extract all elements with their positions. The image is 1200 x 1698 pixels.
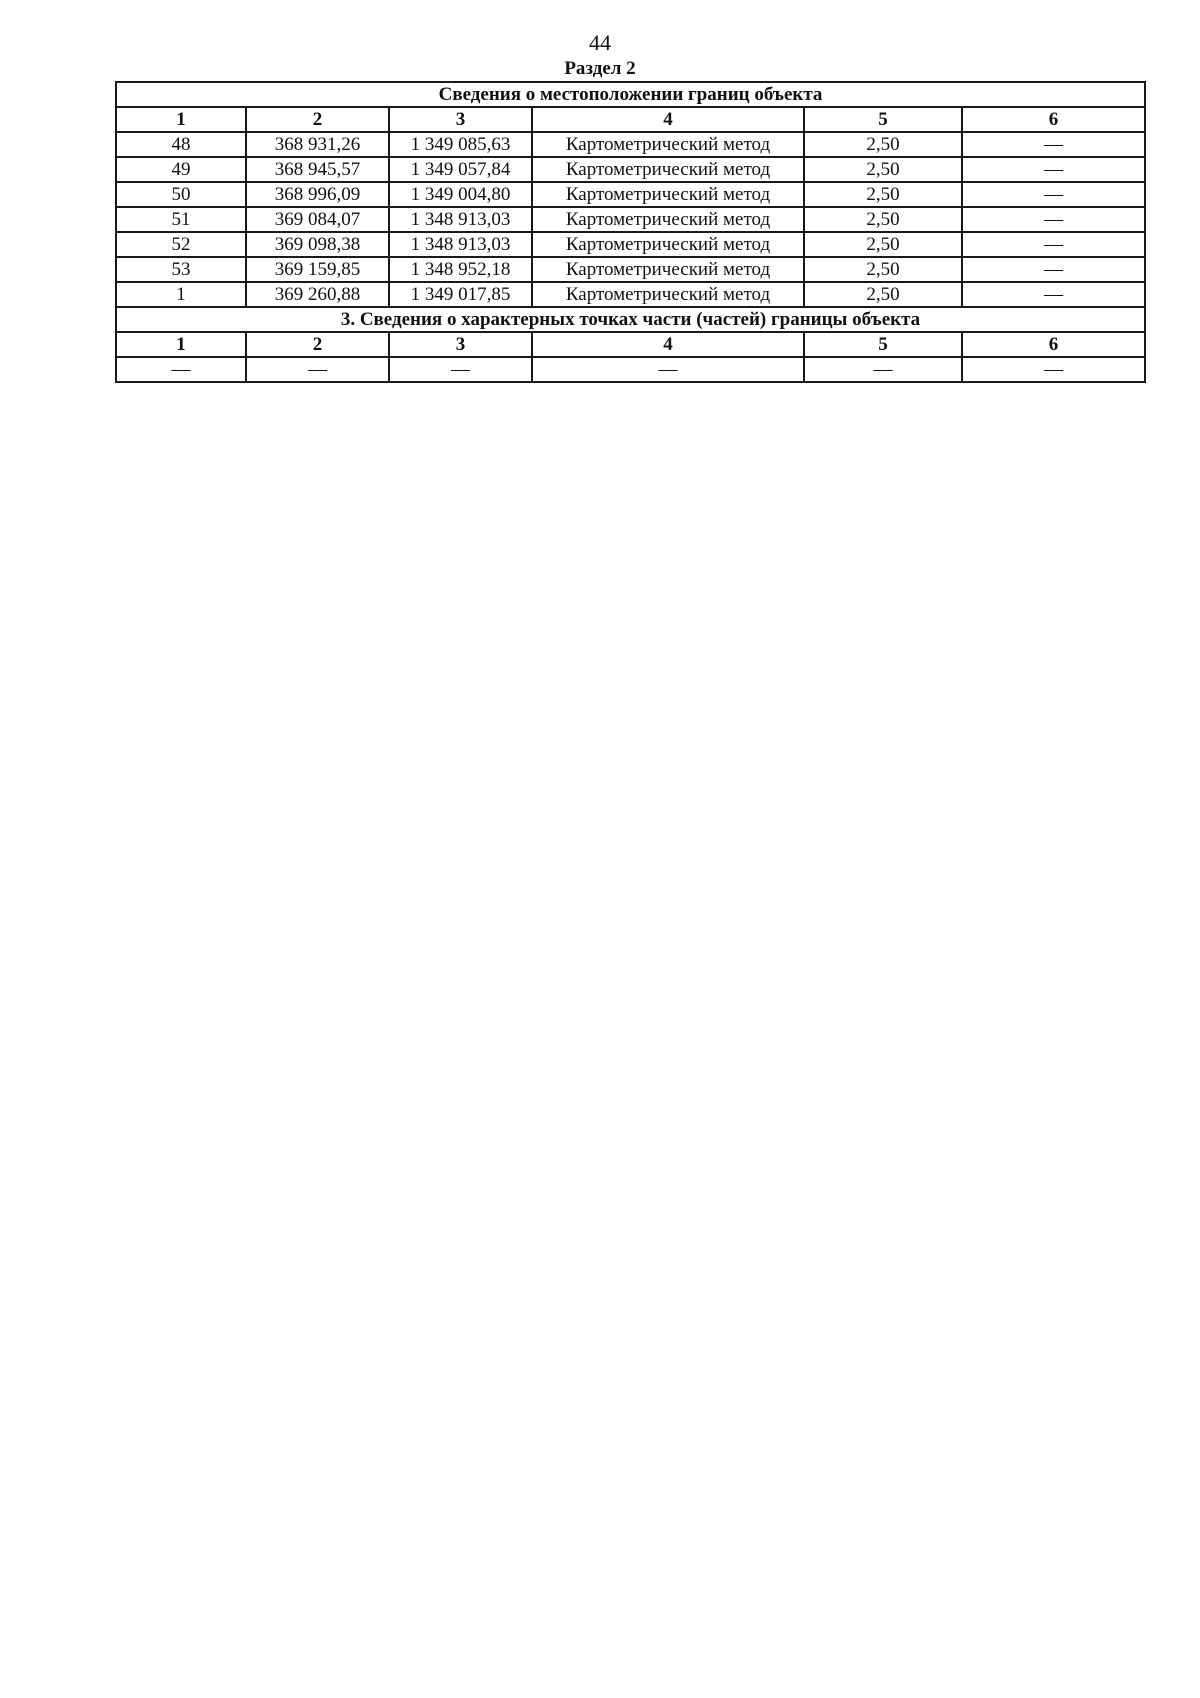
table2-header-col6: 6: [962, 332, 1145, 357]
method-cell: Картометрический метод: [532, 132, 804, 157]
empty-dash-cell: —: [962, 357, 1145, 382]
description-cell: —: [962, 182, 1145, 207]
table-row: [116, 182, 1145, 207]
table1-caption-row: [116, 82, 1145, 107]
table1-header-col6: 6: [962, 107, 1145, 132]
accuracy-cell: 2,50: [804, 257, 962, 282]
table-row: [116, 282, 1145, 307]
table2-header-col3: 3: [389, 332, 532, 357]
accuracy-cell: 2,50: [804, 157, 962, 182]
table1-header-col5: 5: [804, 107, 962, 132]
accuracy-cell: 2,50: [804, 282, 962, 307]
table1-header-col2: 2: [246, 107, 389, 132]
table-row: [116, 132, 1145, 157]
y-coordinate-cell: 1 348 913,03: [389, 207, 532, 232]
point-number-cell: 48: [116, 132, 246, 157]
table2-header-col5: 5: [804, 332, 962, 357]
table2-header-row: [116, 332, 1145, 357]
x-coordinate-cell: 369 084,07: [246, 207, 389, 232]
y-coordinate-cell: 1 349 017,85: [389, 282, 532, 307]
method-cell: Картометрический метод: [532, 157, 804, 182]
section-title: Раздел 2: [564, 58, 636, 79]
method-cell: Картометрический метод: [532, 282, 804, 307]
table-row: [116, 157, 1145, 182]
point-number-cell: 50: [116, 182, 246, 207]
x-coordinate-cell: 369 260,88: [246, 282, 389, 307]
table2-caption-row: [116, 307, 1145, 332]
x-coordinate-cell: 368 996,09: [246, 182, 389, 207]
method-cell: Картометрический метод: [532, 257, 804, 282]
table-row: [116, 232, 1145, 257]
y-coordinate-cell: 1 348 913,03: [389, 232, 532, 257]
empty-dash-cell: —: [246, 357, 389, 382]
x-coordinate-cell: 368 945,57: [246, 157, 389, 182]
y-coordinate-cell: 1 349 085,63: [389, 132, 532, 157]
page-number: 44: [589, 30, 611, 55]
accuracy-cell: 2,50: [804, 207, 962, 232]
empty-dash-cell: —: [116, 357, 246, 382]
point-number-cell: 51: [116, 207, 246, 232]
method-cell: Картометрический метод: [532, 207, 804, 232]
table2-header-col1: 1: [116, 332, 246, 357]
y-coordinate-cell: 1 349 004,80: [389, 182, 532, 207]
description-cell: —: [962, 132, 1145, 157]
x-coordinate-cell: 369 159,85: [246, 257, 389, 282]
description-cell: —: [962, 207, 1145, 232]
boundary-table: [115, 81, 1146, 383]
description-cell: —: [962, 282, 1145, 307]
point-number-cell: 49: [116, 157, 246, 182]
empty-dash-cell: —: [532, 357, 804, 382]
point-number-cell: 1: [116, 282, 246, 307]
method-cell: Картометрический метод: [532, 182, 804, 207]
x-coordinate-cell: 368 931,26: [246, 132, 389, 157]
y-coordinate-cell: 1 348 952,18: [389, 257, 532, 282]
table2-header-col4: 4: [532, 332, 804, 357]
table2-header-col2: 2: [246, 332, 389, 357]
description-cell: —: [962, 232, 1145, 257]
description-cell: —: [962, 257, 1145, 282]
table-row: [116, 357, 1145, 382]
table1-header-col4: 4: [532, 107, 804, 132]
table1-header-row: [116, 107, 1145, 132]
method-cell: Картометрический метод: [532, 232, 804, 257]
accuracy-cell: 2,50: [804, 232, 962, 257]
accuracy-cell: 2,50: [804, 132, 962, 157]
accuracy-cell: 2,50: [804, 182, 962, 207]
y-coordinate-cell: 1 349 057,84: [389, 157, 532, 182]
point-number-cell: 53: [116, 257, 246, 282]
point-number-cell: 52: [116, 232, 246, 257]
table1-caption: Сведения о местоположении границ объекта: [116, 82, 1145, 107]
description-cell: —: [962, 157, 1145, 182]
x-coordinate-cell: 369 098,38: [246, 232, 389, 257]
empty-dash-cell: —: [804, 357, 962, 382]
table-row: [116, 257, 1145, 282]
empty-dash-cell: —: [389, 357, 532, 382]
table1-header-col1: 1: [116, 107, 246, 132]
table2-caption: 3. Сведения о характерных точках части (частей) границы объекта: [116, 307, 1145, 332]
table-row: [116, 207, 1145, 232]
table1-header-col3: 3: [389, 107, 532, 132]
